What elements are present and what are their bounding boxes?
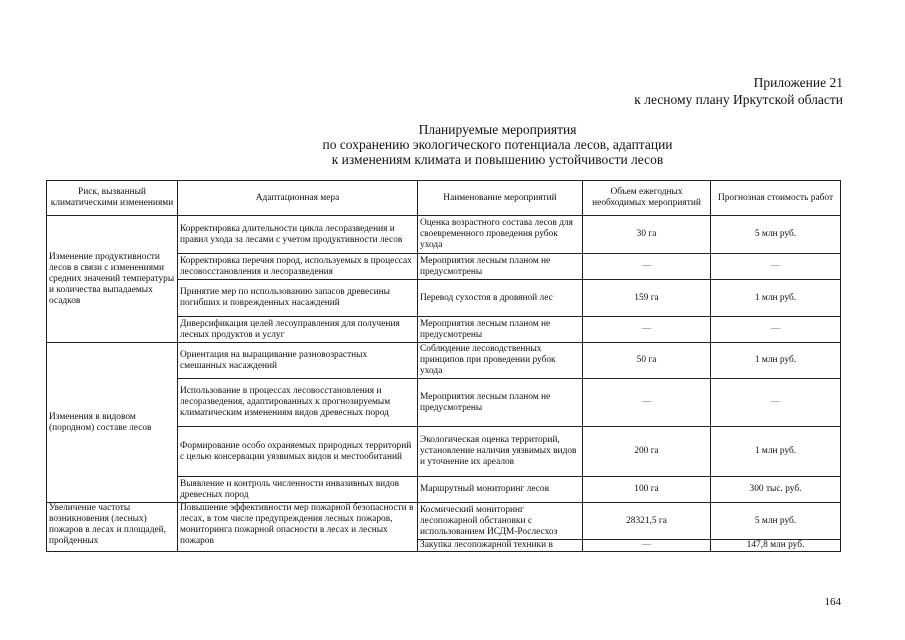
- activity-cell: Закупка лесопожарной техники в: [418, 540, 583, 552]
- cost-cell: —: [711, 254, 841, 280]
- table-row: [47, 343, 841, 379]
- activity-cell: Оценка возрастного состава лесов для своевременного проведения рубок ухода: [418, 216, 583, 254]
- volume-cell: —: [583, 254, 711, 280]
- activity-cell: Мероприятия лесным планом не предусмотрены: [418, 317, 583, 343]
- volume-cell: 100 га: [583, 477, 711, 503]
- activity-cell: Мероприятия лесным планом не предусмотрены: [418, 254, 583, 280]
- measure-cell: Диверсификация целей лесоуправления для получения лесных продуктов и услуг: [178, 317, 418, 343]
- volume-cell: 28321,5 га: [583, 503, 711, 540]
- header-measure: Адаптационная мера: [178, 181, 418, 216]
- activity-cell: Экологическая оценка территорий, установление наличия уязвимых видов и уточнение их ареалов: [418, 427, 583, 477]
- table-header-row: [47, 181, 841, 216]
- volume-cell: 50 га: [583, 343, 711, 379]
- cost-cell: 5 млн руб.: [711, 216, 841, 254]
- volume-cell: —: [583, 379, 711, 427]
- cost-cell: 1 млн руб.: [711, 427, 841, 477]
- activity-cell: Перевод сухостоя в дровяной лес: [418, 280, 583, 317]
- measure-cell: Повышение эффективности мер пожарной безопасности в лесах, в том числе предупреждения лесных пожаров, мониторинга пожарной опасности в лесах и лесных пожаров: [178, 503, 418, 552]
- cost-cell: 147,8 млн руб.: [711, 540, 841, 552]
- cost-cell: 1 млн руб.: [711, 280, 841, 317]
- cost-cell: —: [711, 379, 841, 427]
- document-title: [0, 122, 905, 167]
- header-activity: Наименование мероприятий: [418, 181, 583, 216]
- measures-table: [46, 180, 841, 552]
- measure-cell: Корректировка длительности цикла лесоразведения и правил ухода за лесами с учетом продуктивности лесов: [178, 216, 418, 254]
- page-number: 164: [824, 596, 841, 608]
- measure-cell: Выявление и контроль численности инвазивных видов древесных пород: [178, 477, 418, 503]
- appendix-note: [634, 74, 843, 108]
- volume-cell: 30 га: [583, 216, 711, 254]
- risk-cell: Изменение продуктивности лесов в связи с изменениями средних значений температуры и количества выпадаемых осадков: [47, 216, 178, 343]
- table-row: [47, 503, 841, 540]
- cost-cell: 5 млн руб.: [711, 503, 841, 540]
- header-cost: Прогнозная стоимость работ: [711, 181, 841, 216]
- measure-cell: Корректировка перечня пород, используемых в процессах лесовосстановления и лесоразведения: [178, 254, 418, 280]
- table-row: [47, 216, 841, 254]
- volume-cell: —: [583, 317, 711, 343]
- header-risk: Риск, вызванный климатическими изменениями: [47, 181, 178, 216]
- measure-cell: Принятие мер по использованию запасов древесины погибших и поврежденных насаждений: [178, 280, 418, 317]
- title-line-2: по сохранению экологического потенциала лесов, адаптации: [322, 137, 673, 152]
- activity-cell: Маршрутный мониторинг лесов: [418, 477, 583, 503]
- cost-cell: —: [711, 317, 841, 343]
- measure-cell: Использование в процессах лесовосстановления и лесоразведения, адаптированных к прогнозируемым климатическим изменениям видов древесных пород: [178, 379, 418, 427]
- activity-cell: Соблюдение лесоводственных принципов при проведении рубок ухода: [418, 343, 583, 379]
- appendix-line-2: к лесному плану Иркутской области: [634, 92, 843, 107]
- risk-cell: Изменения в видовом (породном) составе лесов: [47, 343, 178, 503]
- measure-cell: Ориентация на выращивание разновозрастных смешанных насаждений: [178, 343, 418, 379]
- cost-cell: 300 тыс. руб.: [711, 477, 841, 503]
- title-line-3: к изменениям климата и повышению устойчивости лесов: [331, 152, 664, 167]
- volume-cell: 159 га: [583, 280, 711, 317]
- header-volume: Объем ежегодных необходимых мероприятий: [583, 181, 711, 216]
- risk-cell: Увеличение частоты возникновения (лесных) пожаров в лесах и площадей, пройденных: [47, 503, 178, 552]
- activity-cell: Мероприятия лесным планом не предусмотрены: [418, 379, 583, 427]
- volume-cell: 200 га: [583, 427, 711, 477]
- activity-cell: Космический мониторинг лесопожарной обстановки с использованием ИСДМ-Рослесхоз: [418, 503, 583, 540]
- cost-cell: 1 млн руб.: [711, 343, 841, 379]
- volume-cell: —: [583, 540, 711, 552]
- appendix-line-1: Приложение 21: [753, 75, 843, 90]
- title-line-1: Планируемые мероприятия: [418, 122, 577, 137]
- measure-cell: Формирование особо охраняемых природных территорий с целью консервации уязвимых видов и местообитаний: [178, 427, 418, 477]
